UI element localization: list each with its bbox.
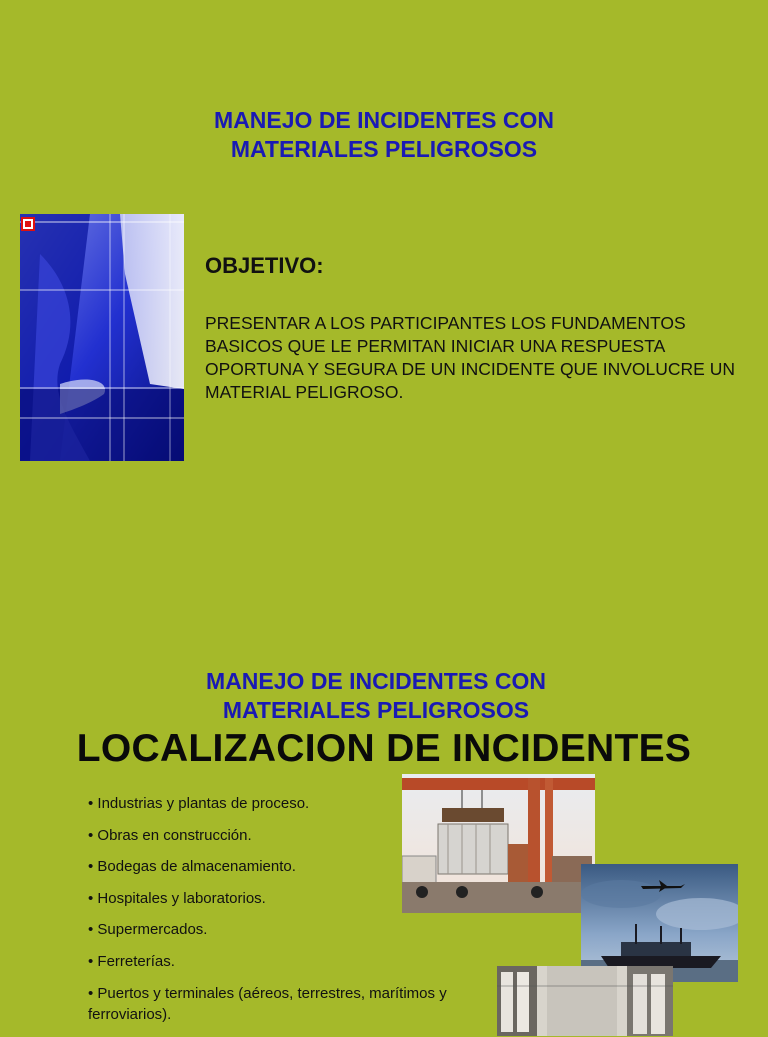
slide-2-title bbox=[0, 667, 760, 725]
list-item: • Puertos y terminales (aéreos, terrestres, marítimos y ferroviarios). bbox=[88, 985, 447, 1023]
slide-1-title bbox=[0, 106, 768, 164]
slide-2-title-line-1: MANEJO DE INCIDENTES CON bbox=[206, 668, 546, 694]
list-item: • Ferreterías. bbox=[88, 952, 175, 970]
slide-2 bbox=[0, 512, 768, 1024]
slide-1-title-line-2: MATERIALES PELIGROSOS bbox=[230, 136, 538, 162]
list-item: • Supermercados. bbox=[88, 921, 208, 938]
slide-2-title-line-2: MATERIALES PELIGROSOS bbox=[222, 697, 530, 723]
slide-1-blue-hands-photo bbox=[20, 214, 184, 461]
list-item: • Industrias y plantas de proceso. bbox=[88, 795, 310, 812]
list-item: • Hospitales y laboratorios. bbox=[88, 889, 266, 907]
objetivo-text: PRESENTAR A LOS PARTICIPANTES LOS FUNDAMENTOS BASICOS QUE LE PERMITAN INICIAR UNA RESPUESTA OPORTUNA Y SEGURA DE UN INCIDENTE QUE INVOLUCRE UN MATERIAL PELIGROSO. bbox=[205, 313, 735, 402]
objetivo-label: OBJETIVO: bbox=[205, 253, 324, 278]
port-crane-photo bbox=[402, 774, 595, 913]
list-item: • Obras en construcción. bbox=[88, 826, 252, 844]
slide-1 bbox=[0, 0, 768, 512]
warehouse-photo bbox=[497, 966, 673, 1036]
list-item: • Bodegas de almacenamiento. bbox=[88, 858, 296, 875]
slide-1-title-line-1: MANEJO DE INCIDENTES CON bbox=[214, 107, 554, 133]
airplane-ship-photo bbox=[581, 864, 738, 982]
localizacion-heading: LOCALIZACION DE INCIDENTES bbox=[76, 727, 692, 770]
